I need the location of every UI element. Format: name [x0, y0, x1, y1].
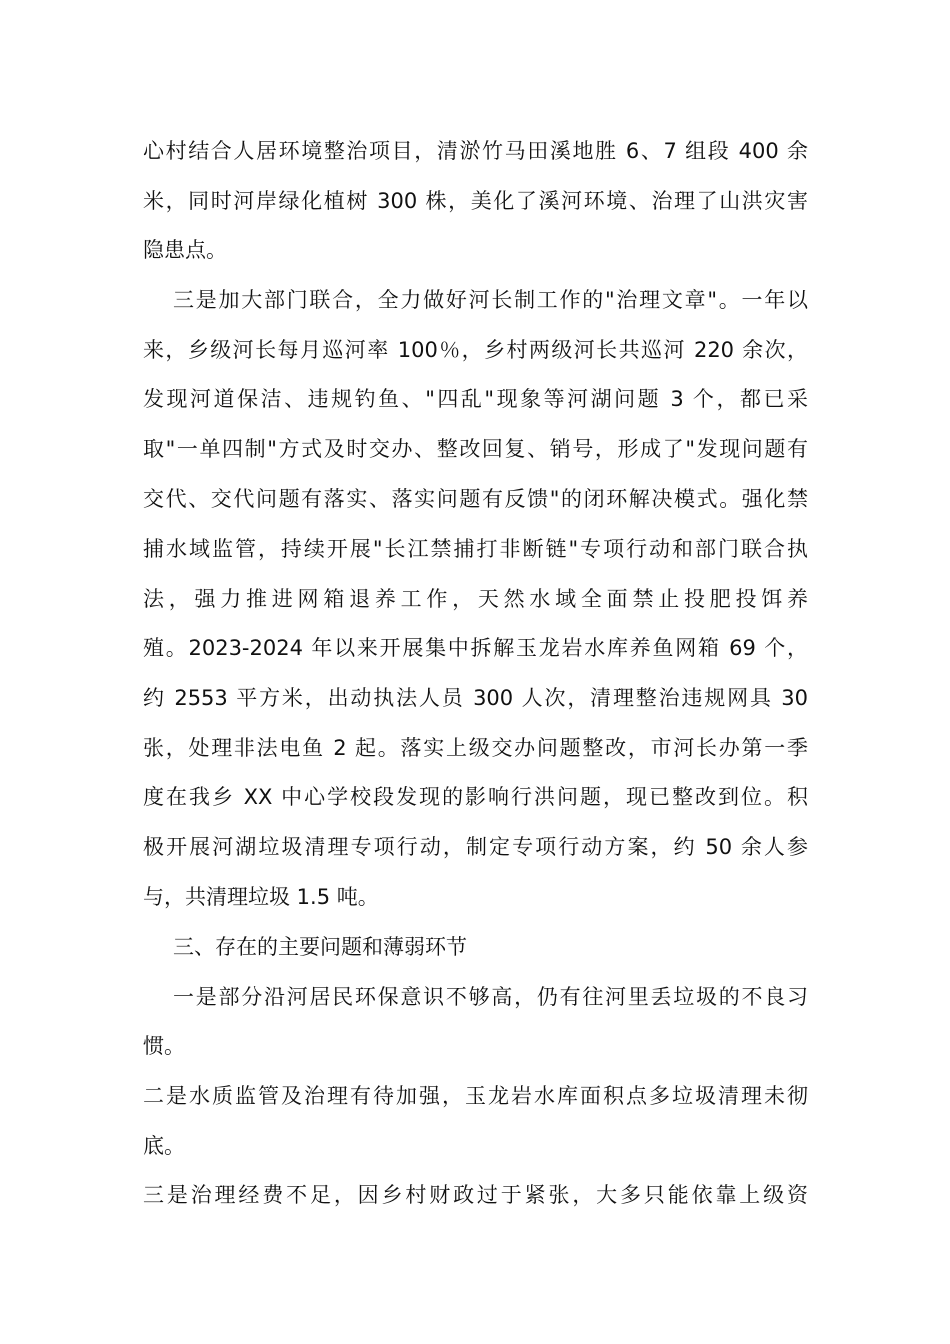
text-line: 张，处理非法电鱼 2 起。落实上级交办问题整改，市河长办第一季	[143, 736, 808, 760]
text-line: 隐患点。	[143, 238, 227, 262]
text-line: 底。	[143, 1134, 185, 1158]
text-line: 殖。2023-2024 年以来开展集中拆解玉龙岩水库养鱼网箱 69 个，	[143, 636, 808, 660]
text-line: 法，强力推进网箱退养工作，天然水域全面禁止投肥投饵养	[143, 587, 808, 611]
text-line: 极开展河湖垃圾清理专项行动，制定专项行动方案，约 50 余人参	[143, 835, 808, 859]
section-heading: 三、存在的主要问题和薄弱环节	[173, 935, 467, 959]
text-line: 二是水质监管及治理有待加强，玉龙岩水库面积点多垃圾清理未彻	[143, 1084, 808, 1108]
text-line: 度在我乡 XX 中心学校段发现的影响行洪问题，现已整改到位。积	[143, 785, 808, 809]
text-line: 与，共清理垃圾 1.5 吨。	[143, 885, 379, 909]
text-line: 捕水域监管，持续开展"长江禁捕打非断链"专项行动和部门联合执	[143, 537, 808, 561]
paragraph-first-line: 三是加大部门联合，全力做好河长制工作的"治理文章"。一年以	[173, 288, 808, 312]
text-line: 三是治理经费不足，因乡村财政过于紧张，大多只能依靠上级资	[143, 1183, 808, 1207]
text-line: 惯。	[143, 1034, 185, 1058]
text-line: 取"一单四制"方式及时交办、整改回复、销号，形成了"发现问题有	[143, 437, 808, 461]
text-line: 来，乡级河长每月巡河率 100％，乡村两级河长共巡河 220 余次，	[143, 338, 808, 362]
text-line: 约 2553 平方米，出动执法人员 300 人次，清理整治违规网具 30	[143, 686, 808, 710]
text-line: 交代、交代问题有落实、落实问题有反馈"的闭环解决模式。强化禁	[143, 487, 808, 511]
paragraph-first-line: 一是部分沿河居民环保意识不够高，仍有往河里丢垃圾的不良习	[173, 985, 808, 1009]
text-line: 心村结合人居环境整治项目，清淤竹马田溪地胜 6、7 组段 400 余	[143, 139, 808, 163]
text-line: 发现河道保洁、违规钓鱼、"四乱"现象等河湖问题 3 个，都已采	[143, 387, 808, 411]
text-line: 米，同时河岸绿化植树 300 株，美化了溪河环境、治理了山洪灾害	[143, 189, 808, 213]
